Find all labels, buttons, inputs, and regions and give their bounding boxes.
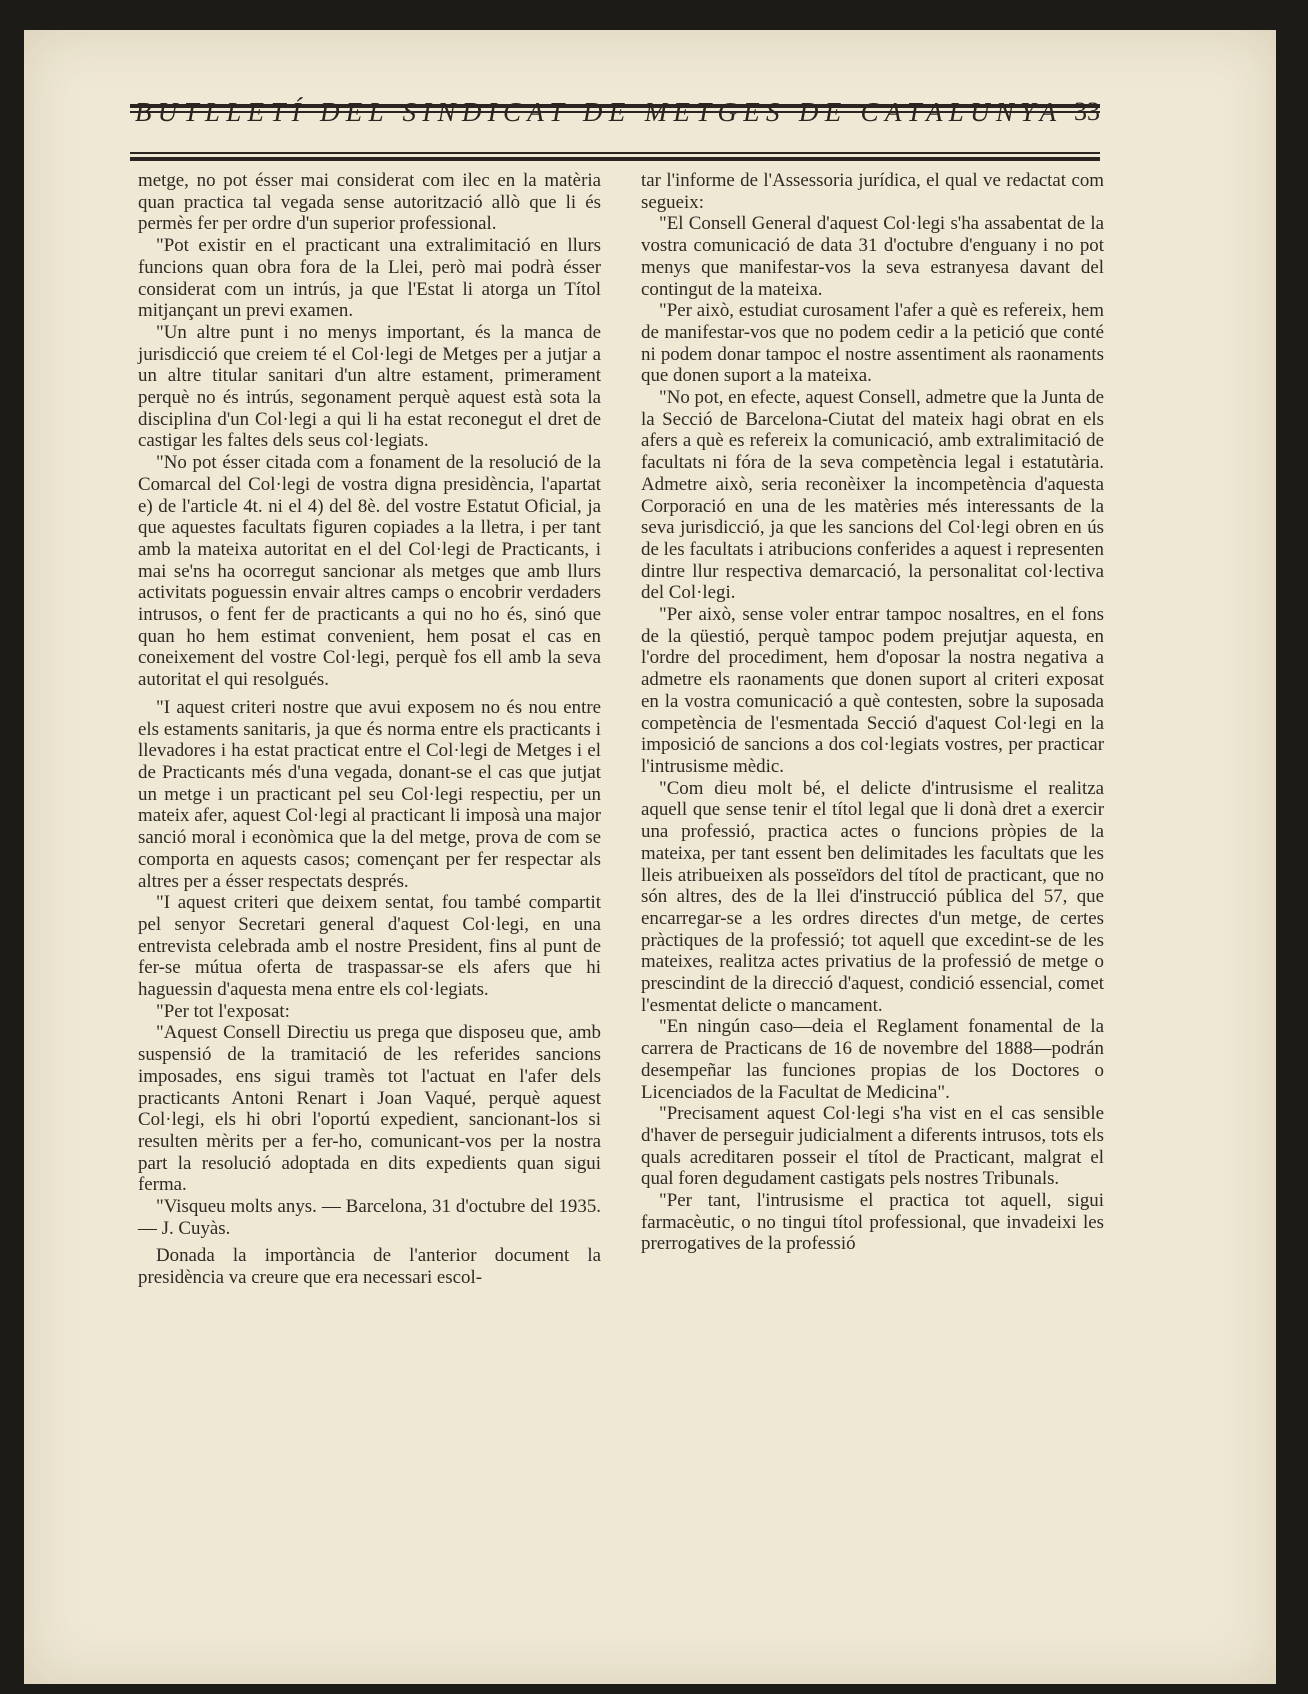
paragraph: "Com dieu molt bé, el delicte d'intrusisme el realitza aquell que sense tenir el títol legal que li donà dret a exercir una professió, practica actes o funcions pròpies de la mateixa, per tant essent ben delimitades les facultats que les lleis atribueixen als posseïdors del títol de practicant, que no són altres, des de la llei d'instrucció pública del 57, que encarregar-se a les ordres directes d'un metge, de certes pràctiques de la professió; tot aquell que excedint-se de les mateixes, realitza actes privatius de la professió de metge o prescindint de la direcció d'aquest, condició essencial, comet l'esmentat delicte o mancament. (641, 777, 1104, 1016)
left-column (138, 170, 601, 1640)
paragraph: "I aquest criteri nostre que avui exposem no és nou entre els estaments sanitaris, ja que és norma entre els practicants i llevadores i ha estat practicat entre el Col·legi de Metges i el de Practicants més d'una vegada, donant-se el cas que jutjat un metge i un practicant pel seu Col·legi respectiu, per un mateix afer, aquest Col·legi al practicant li imposà una major sanció moral i econòmica que la del metge, prova de com se comporta en aquests casos; començant per fer respectar als altres per a ésser respectats després. (138, 696, 601, 892)
paragraph: "Pot existir en el practicant una extralimitació en llurs funcions quan obra fora de la Llei, però mai podrà ésser considerat com un intrús, ja que l'Estat li atorga un Títol mitjançant un previ examen. (138, 235, 601, 322)
header-bottom-rule-thin (130, 152, 1100, 154)
paragraph: "Aquest Consell Directiu us prega que disposeu que, amb suspensió de la tramitació de les referides sancions imposades, ens sigui tramès tot l'actuat en l'afer dels practicants Antoni Renart i Joan Vaqué, perquè aquest Col·legi, els hi obri l'oportú expedient, sancionant-los si resulten mèrits per a fer-ho, comunicant-vos per la nostra part la resolució adoptada en dits expedients quan sigui ferma. (138, 1022, 601, 1196)
header-bottom-rule-thick (130, 157, 1100, 161)
paragraph: "Un altre punt i no menys important, és la manca de jurisdicció que creiem té el Col·legi de Metges per a jutjar a un altre titular sanitari d'un altre estament, primerament perquè no és intrús, segonament perquè aquest està sota la disciplina d'un Col·legi a qui li ha estat reconegut el dret de castigar les faltes dels seus col·legiats. (138, 321, 601, 452)
journal-title: BUTLLETÍ DEL SINDICAT DE METGES DE CATALUNYA (135, 96, 1063, 127)
paragraph: metge, no pot ésser mai considerat com ilec en la matèria quan practica tal vegada sense autorització allò que li és permès fer per ordre d'un superior professional. (138, 170, 601, 235)
paragraph: "Per això, sense voler entrar tampoc nosaltres, en el fons de la qüestió, perquè tampoc podem prejutjar aquesta, en l'ordre del procediment, hem d'oposar la nostra negativa a admetre els raonaments que donen suport al criteri exposat en la vostra comunicació a què contesten, sobre la suposada competència de l'esmentada Secció d'aquest Col·legi en la imposició de sancions a dos col·legiats vostres, per practicar l'intrusisme mèdic. (641, 604, 1104, 777)
paragraph: "El Consell General d'aquest Col·legi s'ha assabentat de la vostra comunicació de data 31 d'octubre d'enguany i no pot menys que manifestar-vos la seva estranyesa davant del contingut de la mateixa. (641, 213, 1104, 300)
paragraph: "Per això, estudiat curosament l'afer a què es refereix, hem de manifestar-vos que no podem cedir a la petició que conté ni podem donar tampoc el nostre assentiment als raonaments que donen suport a la mateixa. (641, 300, 1104, 387)
paragraph: "Per tot l'exposat: (156, 1000, 290, 1022)
paragraph: "En ningún caso—deia el Reglament fonamental de la carrera de Practicans de 16 de novembre del 1888—podrán desempeñar las funciones propias de los Doctores o Licenciados de la Facultat de Medicina". (641, 1016, 1104, 1103)
paragraph: "I aquest criteri que deixem sentat, fou també compartit pel senyor Secretari general d'aquest Col·legi, en una entrevista celebrada amb el nostre President, fins al punt de fer-se mútua oferta de traspassar-se els afers que hi haguessin d'aquesta mena entre els col·legiats. (138, 892, 601, 1001)
page-number: 33 (1074, 97, 1100, 126)
running-header (135, 88, 1100, 136)
paragraph: Donada la importància de l'anterior document la presidència va creure que era necessari escol- (138, 1245, 601, 1289)
paragraph: "No pot, en efecte, aquest Consell, admetre que la Junta de la Secció de Barcelona-Ciutat del mateix hagi obrat en els afers a què es refereix la comunicació, amb extralimitació de facultats ni fóra de la seva competència legal i estatutària. Admetre això, seria reconèixer la incompetència d'aquesta Corporació en una de les matèries més interessants de la seva jurisdicció, ja que les sancions del Col·legi obren en ús de les facultats i atribucions conferides a aquest i representen dintre llur respectiva demarcació, la personalitat col·lectiva del Col·legi. (641, 387, 1104, 604)
paragraph: tar l'informe de l'Assessoria jurídica, el qual ve redactat com segueix: (641, 170, 1104, 213)
paragraph: "No pot ésser citada com a fonament de la resolució de la Comarcal del Col·legi de vostra digna presidència, l'apartat e) de l'article 4t. ni el 4) del 8è. del vostre Estatut Oficial, ja que aquestes facultats figuren copiades a la lletra, i per tant amb la mateixa autoritat en el del Col·legi de Practicants, i mai se'ns ha ocorregut sancionar als metges que amb llurs activitats poguessin envair altres camps o encobrir verdaders intrusos, o fent fer de practicants a qui no ho és, sinó que quan ho hem estimat convenient, hem posat el cas en coneixement del vostre Col·legi, perquè fos ell amb la seva autoritat el qui resolgués. (138, 452, 601, 691)
body-columns (138, 170, 1104, 1640)
paragraph: "Per tant, l'intrusisme el practica tot aquell, sigui farmacèutic, o no tingui títol professional, que invadeixi les prerrogatives de la professió (641, 1190, 1104, 1255)
paragraph: "Visqueu molts anys. — Barcelona, 31 d'octubre del 1935. — J. Cuyàs. (138, 1196, 601, 1239)
paragraph: "Precisament aquest Col·legi s'ha vist en el cas sensible d'haver de perseguir judicialment a diferents intrusos, tots els quals acreditaren posseir el títol de Practicant, malgrat el qual foren degudament castigats pels nostres Tribunals. (641, 1103, 1104, 1190)
right-column (641, 170, 1104, 1640)
